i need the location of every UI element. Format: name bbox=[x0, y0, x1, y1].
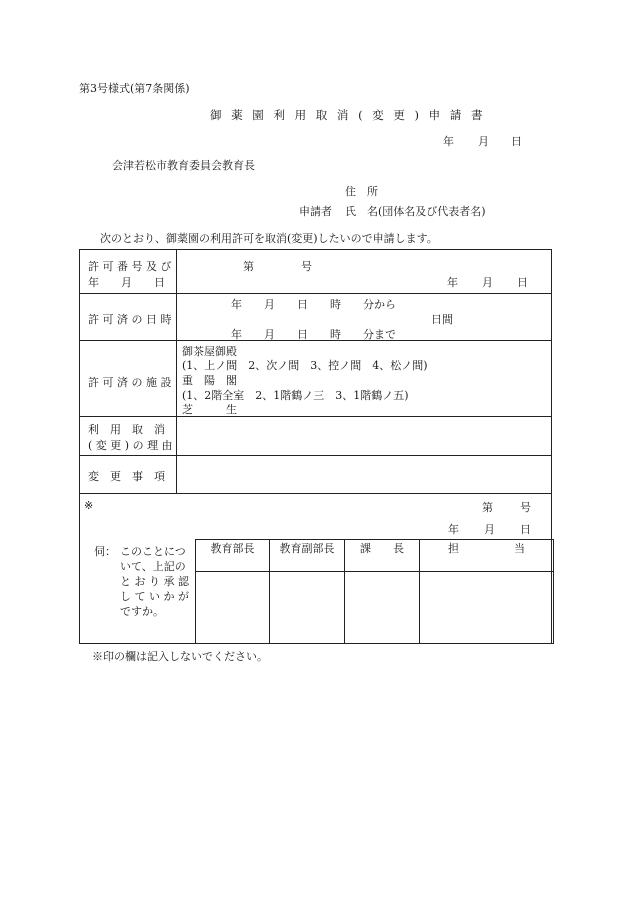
footnote: ※印の欄は記入しないでください。 bbox=[92, 650, 268, 663]
inquiry-line2: いて、上記の bbox=[120, 560, 186, 573]
permit-day: 日 bbox=[517, 276, 528, 289]
stamp-staff[interactable] bbox=[420, 572, 554, 644]
approval-stamp-row bbox=[196, 572, 554, 644]
approver-section-chief: 課 長 bbox=[345, 540, 420, 572]
intro-text: 次のとおり、御薬園の利用許可を取消(変更)したいので申請します。 bbox=[100, 232, 438, 245]
permit-go: 号 bbox=[301, 260, 312, 273]
reason-value-cell[interactable] bbox=[177, 417, 552, 456]
approval-table bbox=[195, 539, 554, 644]
form-number: 第3号様式(第7条関係) bbox=[79, 82, 190, 95]
permit-datetime-row bbox=[80, 294, 552, 341]
permit-number-label-line2: 年 月 日 bbox=[88, 276, 165, 289]
permit-datetime-label-cell bbox=[80, 294, 177, 341]
permit-facility-label: 許 可 済 の 施 設 bbox=[88, 376, 172, 389]
change-items-value-cell[interactable] bbox=[177, 456, 552, 494]
page-title: 御 薬 園 利 用 取 消 ( 変 更 ) 申 請 書 bbox=[210, 108, 486, 122]
date-day: 日 bbox=[511, 135, 522, 148]
change-items-row bbox=[80, 456, 552, 494]
facility-choyokaku-rooms: (1、2階全室 2、1階鶴ノ三 3、1階鶴ノ五) bbox=[182, 389, 409, 402]
addressee: 会津若松市教育委員会教育長 bbox=[112, 159, 255, 172]
applicant-label: 申請者 bbox=[299, 205, 332, 218]
inquiry-line3: と お り 承 認 bbox=[120, 575, 189, 588]
inquiry-line5: ですか。 bbox=[120, 605, 164, 618]
stamp-section-chief[interactable] bbox=[345, 572, 420, 644]
datetime-to: 年 月 日 時 分まで bbox=[231, 328, 396, 341]
stamp-deputy-director[interactable] bbox=[270, 572, 345, 644]
change-items-label-cell bbox=[80, 456, 177, 494]
permit-facility-label-cell bbox=[80, 341, 177, 417]
inquiry-prefix: 伺： bbox=[94, 545, 116, 558]
office-mark: ※ bbox=[84, 499, 94, 512]
reason-label-line2: ( 変 更 ) の 理 由 bbox=[88, 439, 173, 452]
permit-month: 月 bbox=[482, 276, 493, 289]
office-day: 日 bbox=[520, 523, 531, 536]
inquiry-line1: このことにつ bbox=[120, 545, 186, 558]
permit-number-row bbox=[80, 250, 552, 294]
facility-ochaya: 御茶屋御殿 bbox=[182, 345, 237, 358]
permit-dai: 第 bbox=[243, 260, 254, 273]
reason-label-line1: 利 用 取 消 bbox=[88, 423, 165, 436]
address-label: 住 所 bbox=[345, 185, 378, 198]
date-year: 年 bbox=[443, 135, 454, 148]
permit-datetime-label: 許 可 済 の 日 時 bbox=[88, 313, 172, 326]
facility-ochaya-rooms: (1、上ノ間 2、次ノ間 3、控ノ間 4、松ノ間) bbox=[182, 359, 428, 372]
facility-lawn: 芝 生 bbox=[182, 403, 237, 416]
permit-datetime-value-cell[interactable] bbox=[177, 294, 552, 341]
approver-staff: 担 当 bbox=[420, 540, 554, 572]
permit-facility-row bbox=[80, 341, 552, 417]
change-items-label: 変 更 事 項 bbox=[88, 470, 165, 483]
office-year: 年 bbox=[448, 523, 459, 536]
office-month: 月 bbox=[484, 523, 495, 536]
name-label: 氏 名(団体名及び代表者名) bbox=[345, 205, 486, 218]
date-month: 月 bbox=[478, 135, 489, 148]
datetime-duration: 日間 bbox=[431, 313, 453, 326]
permit-number-label-cell bbox=[80, 250, 177, 294]
office-go: 号 bbox=[520, 501, 531, 514]
stamp-education-director[interactable] bbox=[196, 572, 270, 644]
office-dai: 第 bbox=[482, 501, 493, 514]
inquiry-line4: し て い か が bbox=[120, 590, 189, 603]
permit-number-value-cell[interactable] bbox=[177, 250, 552, 294]
office-use-cell bbox=[80, 494, 552, 644]
application-form-table bbox=[79, 249, 552, 644]
approver-deputy-director: 教育副部長 bbox=[270, 540, 345, 572]
facility-choyokaku: 重 陽 閣 bbox=[182, 374, 237, 387]
approval-header-row bbox=[196, 540, 554, 572]
approver-education-director: 教育部長 bbox=[196, 540, 270, 572]
datetime-from: 年 月 日 時 分から bbox=[231, 298, 396, 311]
reason-row bbox=[80, 417, 552, 456]
office-use-row bbox=[80, 494, 552, 644]
reason-label-cell bbox=[80, 417, 177, 456]
permit-year: 年 bbox=[447, 276, 458, 289]
permit-facility-value-cell[interactable] bbox=[177, 341, 552, 417]
permit-number-label-line1: 許 可 番 号 及 び bbox=[88, 260, 172, 273]
